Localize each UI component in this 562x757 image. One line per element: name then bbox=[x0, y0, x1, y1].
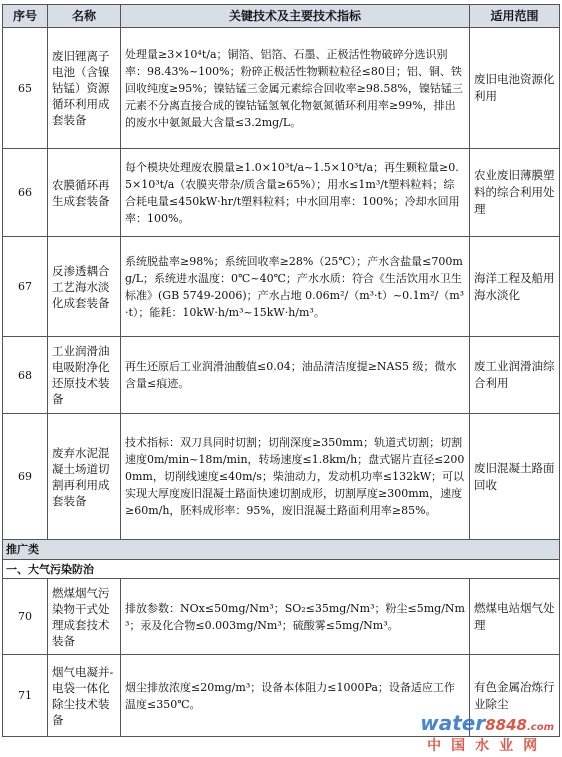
row-no: 71 bbox=[3, 655, 48, 737]
row-scope: 废工业润滑油综合利用 bbox=[470, 337, 560, 414]
row-no: 67 bbox=[3, 237, 48, 337]
table-row bbox=[3, 149, 560, 237]
technology-table bbox=[2, 4, 560, 737]
section-title: 推广类 bbox=[3, 540, 560, 560]
watermark-brand-b: 8848 bbox=[485, 716, 527, 734]
row-scope: 废旧混凝土路面回收 bbox=[470, 414, 560, 540]
row-no: 65 bbox=[3, 28, 48, 149]
table-row bbox=[3, 237, 560, 337]
row-scope: 废旧电池资源化利用 bbox=[470, 28, 560, 149]
table-row bbox=[3, 28, 560, 149]
watermark-brand-c: .com bbox=[526, 722, 554, 733]
watermark-site-name: 中国水业网 bbox=[427, 738, 548, 754]
row-tech: 烟尘排放浓度≤20mg/m³；设备本体阻力≤1000Pa；设备适应工作温度≤350℃。 bbox=[121, 655, 470, 737]
row-no: 66 bbox=[3, 149, 48, 237]
section-row bbox=[3, 540, 560, 560]
row-no: 69 bbox=[3, 414, 48, 540]
row-tech: 排放参数：NOx≤50mg/Nm³；SO₂≤35mg/Nm³；粉尘≤5mg/Nm³；汞及化合物≤0.003mg/Nm³；硫酸雾≤5mg/Nm³。 bbox=[121, 579, 470, 655]
row-name: 废旧锂离子电池（含镍钴锰）资源循环利用成套装备 bbox=[48, 28, 121, 149]
watermark-logo bbox=[420, 713, 554, 754]
table-row bbox=[3, 414, 560, 540]
row-name: 工业润滑油电吸附净化还原技术装备 bbox=[48, 337, 121, 414]
row-tech: 处理量≥3×10⁴t/a；铜箔、铝箔、石墨、正极活性物破碎分选识别率：98.43%~100%；粉碎正极活性物颗粒粒径≤80目；铝、铜、铁回收纯度≥95%；镍钴锰三金属元素综合回收率≥98.58%，镍钴锰三元素不分离直接合成的镍钴锰氢氧化物氨氮循环利用率≥99%，排出的废水中氨氮最大含量≤3.2mg/L。 bbox=[121, 28, 470, 149]
row-no: 68 bbox=[3, 337, 48, 414]
watermark-brand-a: water bbox=[420, 711, 486, 735]
row-name: 农膜循环再生成套装备 bbox=[48, 149, 121, 237]
header-tech: 关键技术及主要技术指标 bbox=[121, 5, 470, 28]
row-name: 废弃水泥混凝土场道切割再利用成套装备 bbox=[48, 414, 121, 540]
row-name: 燃煤烟气污染物干式处理成套技术装备 bbox=[48, 579, 121, 655]
row-tech: 技术指标：双刀具同时切割；切削深度≥350mm；轨道式切割；切割速度0m/min~18m/min，转场速度≤1.8km/h；盘式锯片直径≤2000mm，切削线速度≤40m/s；柴油动力，发动机功率≤132kW；可以实现大厚度废旧混凝土路面快速切割成形，切割厚度≥300mm，速度≥60m/h，胚料成形率：95%，废旧混凝土路面利用率≥85%。 bbox=[121, 414, 470, 540]
subsection-title: 一、大气污染防治 bbox=[3, 560, 560, 579]
row-name: 烟气电凝并-电袋一体化除尘技术装备 bbox=[48, 655, 121, 737]
table-header-row bbox=[3, 5, 560, 28]
subsection-row bbox=[3, 560, 560, 579]
row-tech: 每个模块处理废农膜量≥1.0×10³t/a~1.5×10³t/a；再生颗粒量≥0.5×10³t/a（农膜夹带杂/质含量≥65%）；用水≤1m³/t塑料粒料；综合耗电量≤450kW·hr/t塑料粒料；中水回用率：100%；冷却水回用率：100%。 bbox=[121, 149, 470, 237]
header-name: 名称 bbox=[48, 5, 121, 28]
row-tech: 再生还原后工业润滑油酸值≤0.04；油品清洁度提≥NAS5 级；微水含量≤痕迹。 bbox=[121, 337, 470, 414]
row-no: 70 bbox=[3, 579, 48, 655]
table-row bbox=[3, 337, 560, 414]
row-scope: 农业废旧薄膜塑料的综合利用处理 bbox=[470, 149, 560, 237]
header-no: 序号 bbox=[3, 5, 48, 28]
row-name: 反渗透耦合工艺海水淡化成套装备 bbox=[48, 237, 121, 337]
header-scope: 适用范围 bbox=[470, 5, 560, 28]
row-scope: 燃煤电站烟气处理 bbox=[470, 579, 560, 655]
watermark-brand bbox=[420, 713, 554, 738]
row-scope: 有色金属冶炼行业除尘 bbox=[470, 655, 560, 737]
row-scope: 海洋工程及船用海水淡化 bbox=[470, 237, 560, 337]
table-row bbox=[3, 579, 560, 655]
row-tech: 系统脱盐率≥98%；系统回收率≥28%（25℃）；产水含盐量≤700mg/L；系统进水温度：0℃~40℃；产水水质：符合《生活饮用水卫生标准》(GB 5749-2006)；产水占地 0.06m²/（m³·t）~0.1m²/（m³·t）；能耗：10kW·h/m³~15kW·h/m³。 bbox=[121, 237, 470, 337]
